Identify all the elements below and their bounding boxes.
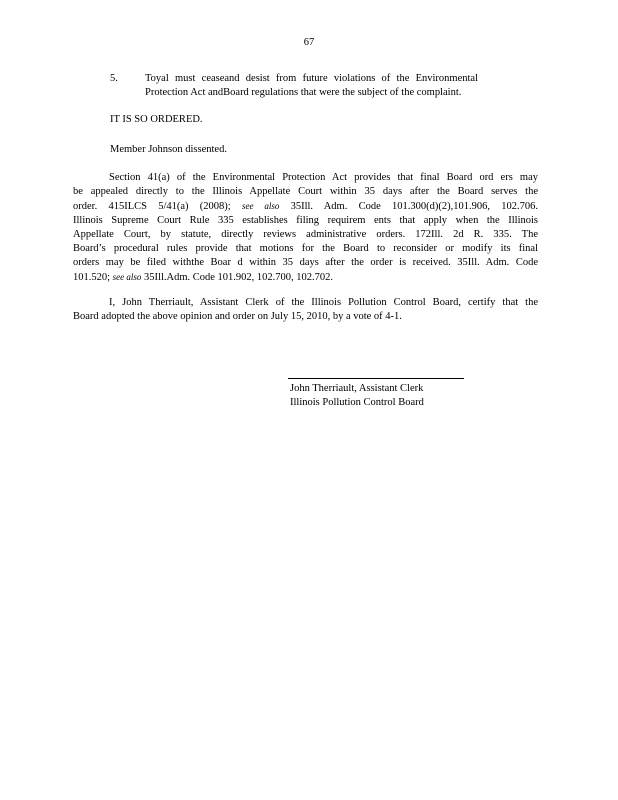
paragraph-line: orders may be filed withthe Boar d within 35 days after the order is received. 35Ill. Adm. Code — [73, 257, 538, 268]
paragraph-line: Illinois Supreme Court Rule 335 establishes filing requirem ents that apply when the Illinois — [73, 215, 538, 226]
appeal-paragraph — [73, 171, 538, 285]
paragraph-line — [73, 270, 538, 285]
list-item-text — [145, 72, 478, 100]
signer-organization: Illinois Pollution Control Board — [290, 397, 424, 408]
citation-signal: see also — [241, 201, 280, 211]
order-statement: IT IS SO ORDERED. — [110, 114, 203, 125]
signature-line — [288, 378, 464, 379]
citation-signal: see also — [112, 272, 142, 282]
dissent-statement: Member Johnson dissented. — [110, 144, 227, 155]
paragraph-line: Board adopted the above opinion and order on July 15, 2010, by a vote of 4-1. — [73, 311, 402, 322]
paragraph-line: I, John Therriault, Assistant Clerk of the Illinois Pollution Control Board, certify that the — [109, 297, 538, 308]
list-item-number: 5. — [110, 73, 118, 84]
paragraph-line: Section 41(a) of the Environmental Protection Act provides that final Board ord ers may — [109, 172, 538, 183]
citation-text: order. 415ILCS 5/41(a) (2008); — [73, 201, 242, 212]
citation-text: 35Ill. Adm. Code 101.300(d)(2),101.906, 102.706. — [279, 201, 538, 212]
citation-text: 101.520; — [73, 272, 113, 283]
page-number: 67 — [303, 37, 315, 48]
paragraph-line: Appellate Court, by statute, directly reviews administrative orders. 172Ill. 2d R. 335. The — [73, 229, 538, 240]
list-item-line: Protection Act andBoard regulations that were the subject of the complaint. — [145, 87, 462, 98]
paragraph-line: Board’s procedural rules provide that motions for the Board to reconsider or modify its final — [73, 243, 538, 254]
list-item-line: Toyal must ceaseand desist from future violations of the Environmental — [145, 73, 478, 84]
certification-paragraph — [73, 296, 538, 324]
paragraph-line: be appealed directly to the Illinois Appellate Court within 35 days after the Board serves the — [73, 186, 538, 197]
signer-name-title: John Therriault, Assistant Clerk — [290, 383, 424, 394]
paragraph-line — [73, 199, 538, 214]
citation-text: 35Ill.Adm. Code 101.902, 102.700, 102.702. — [141, 272, 334, 283]
